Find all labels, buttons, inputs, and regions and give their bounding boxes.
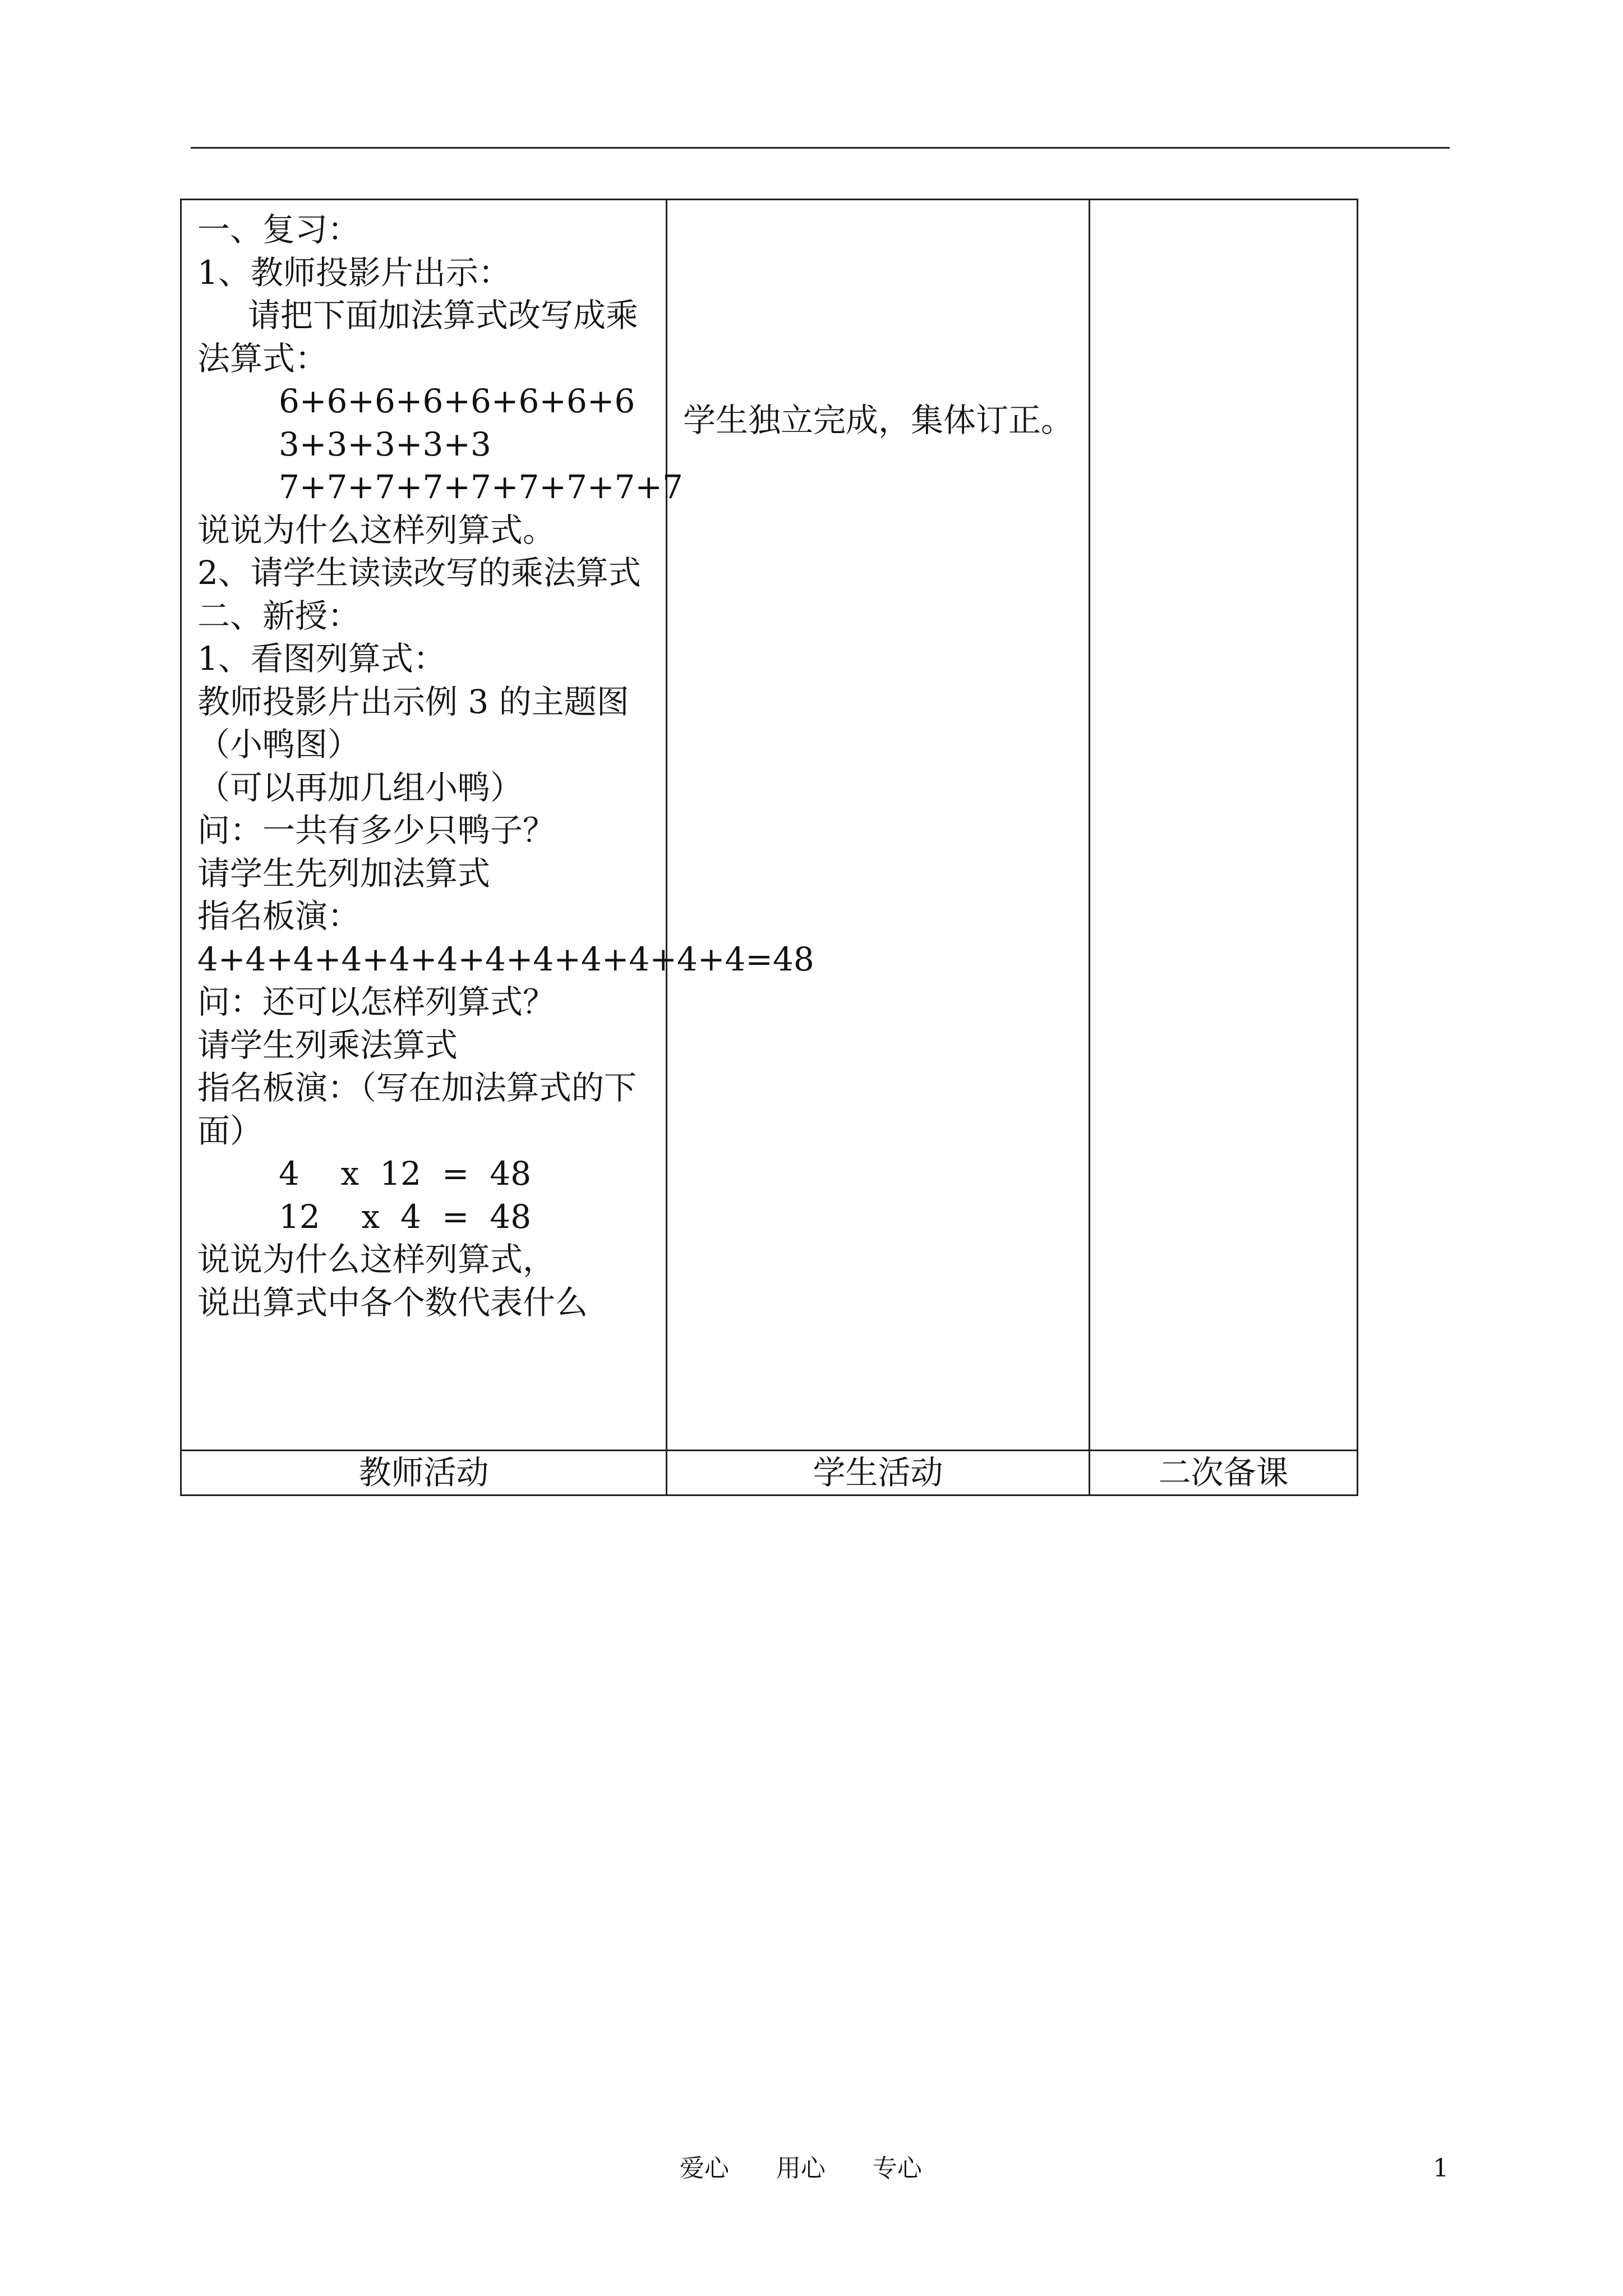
example-projection: 教师投影片出示例 3 的主题图 [197,682,629,721]
explain-prompt: 说说为什么这样列算式。 [197,510,556,549]
column-label-row [181,1451,1358,1496]
teacher-activity-label: 教师活动 [181,1451,667,1496]
duck-extra-note: （可以再加几组小鸭） [197,768,523,807]
header-rule [191,147,1450,149]
addition-expression: 3+3+3+3+3 [279,425,491,463]
question-alternative: 问：还可以怎样列算式？ [197,983,556,1021]
rewrite-instruction: 请把下面加法算式改写成乘 [248,296,639,334]
content-row [181,200,1358,1451]
review-heading: 一、复习： [197,210,361,249]
second-prep-label: 二次备课 [1090,1451,1358,1496]
read-step: 2、请学生读读改写的乘法算式 [197,554,641,592]
student-activity-text: 学生独立完成，集体订正。 [683,401,1074,439]
board-demo: 指名板演： [197,897,361,935]
multiplication-expression: 4 x 12 = 48 [279,1154,532,1193]
new-lesson-heading: 二、新授： [197,596,361,635]
projector-step: 1、教师投影片出示： [197,253,511,292]
rewrite-instruction-cont: 法算式： [197,339,328,378]
picture-step: 1、看图列算式： [197,639,446,678]
second-prep-cell [1090,200,1358,1451]
lesson-plan-table [180,199,1358,1496]
multiplication-prompt: 请学生列乘法算式 [197,1025,458,1064]
multiplication-expression: 12 x 4 = 48 [279,1197,532,1236]
addition-expression: 6+6+6+6+6+6+6+6 [279,382,635,420]
duck-picture-note: （小鸭图） [197,725,361,763]
board-demo-note-cont: 面） [197,1111,263,1150]
teacher-activity-cell [181,200,814,1451]
student-activity-label: 学生活动 [667,1451,1090,1496]
addition-prompt: 请学生先列加法算式 [197,854,491,892]
addition-expression: 7+7+7+7+7+7+7+7+7 [279,468,683,506]
meaning-prompt: 说出算式中各个数代表什么 [197,1283,588,1322]
explain-prompt: 说说为什么这样列算式， [197,1240,556,1278]
board-demo-note: 指名板演：（写在加法算式的下 [197,1069,637,1107]
footer-motto: 爱心 用心 专心 [680,2154,922,2183]
addition-answer: 4+4+4+4+4+4+4+4+4+4+4+4=48 [197,940,814,978]
student-activity-cell [667,200,1090,1451]
page-number: 1 [1433,2154,1449,2183]
question-count: 问：一共有多少只鸭子？ [197,811,556,849]
